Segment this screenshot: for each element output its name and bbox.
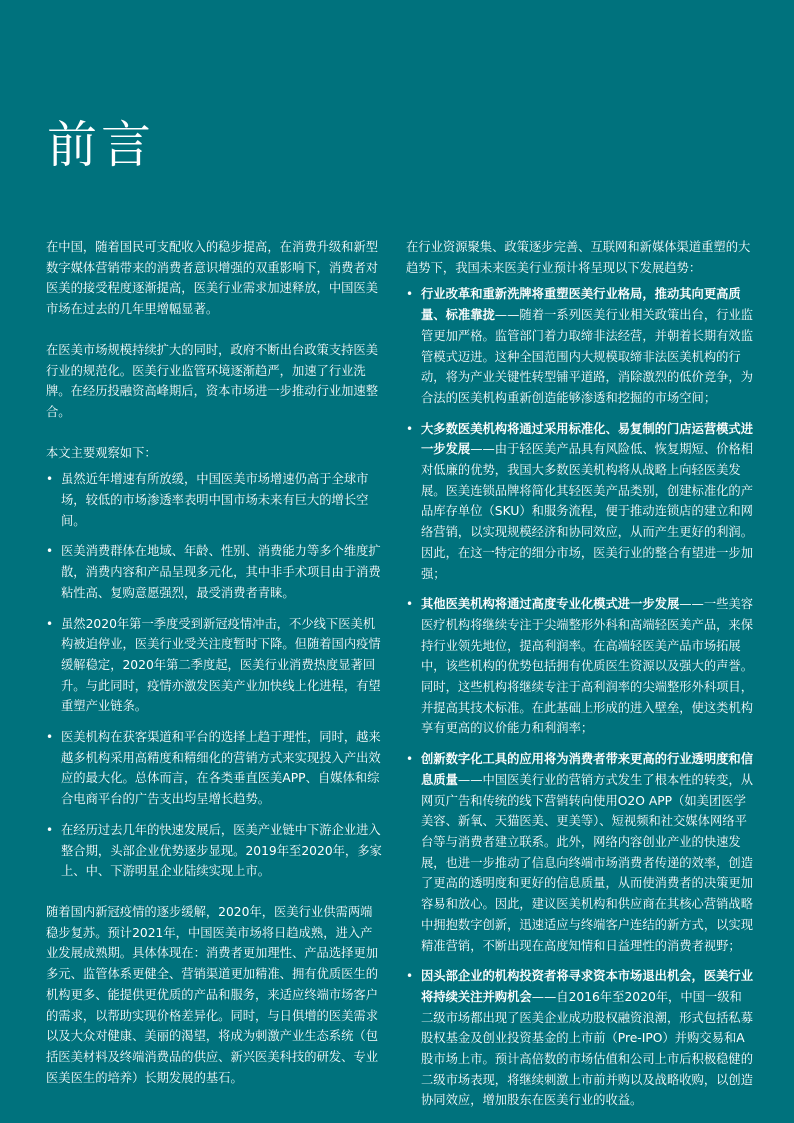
trend-heading: 行业改革和重新洗牌将重塑医美行业格局，推动其向更高质量、标准靠拢 [421, 287, 741, 323]
list-item [406, 419, 754, 585]
list-item: • 医美机构在获客渠道和平台的选择上趋于理性，同时，越来越多机构采用高精度和精细化的营销方式来实现投入产出效应的最大化。总体而言，在各类垂直医美APP、自媒体和综合电商平台的广告支出均呈增长趋势。 [46, 727, 384, 810]
page-title: 前言 [47, 116, 155, 174]
policy-paragraph: 在医美市场规模持续扩大的同时，政府不断出台政策支持医美行业的规范化。医美行业监管环境逐渐趋严，加速了行业洗牌。在经历投融资高峰期后，资本市场进一步推动行业加速整合。 [46, 342, 379, 419]
observations-heading: 本文主要观察如下： [46, 445, 157, 460]
bullet-icon: • [406, 421, 414, 436]
trend-heading: 大多数医美机构将通过采用标准化、易复制的门店运营模式进一步发展 [421, 421, 754, 457]
bullet-icon: • [46, 544, 54, 559]
bullet-icon: • [46, 616, 54, 631]
trend-heading: 因头部企业的机构投资者将寻求资本市场退出机会，医美行业将持续关注并购机会 [421, 969, 754, 1004]
list-item [406, 284, 754, 408]
observations-list [46, 469, 384, 882]
trends-list [406, 284, 754, 1111]
trend-heading: 创新数字化工具的应用将为消费者带来更高的行业透明度和信息质量 [421, 752, 754, 787]
trend-body: ——随着一系列医美行业相关政策出台，行业监管更加严格。监管部门着力取缔非法经营，并朝着长期有效监管模式迈进。这种全国范围内大规模取缔非法医美机构的行动，将为产业关键性转型铺平道路，消除激烈的低价竞争，为合法的医美机构重新创造能够渗透和挖掘的市场空间； [421, 308, 754, 405]
bullet-icon: • [406, 969, 414, 984]
list-item: • 医美消费群体在地域、年龄、性别、消费能力等多个维度扩散，消费内容和产品呈现多元化，其中非手术项目由于消费粘性高、复购意愿强烈，最受消费者青睐。 [46, 541, 384, 603]
trend-body: ——由于轻医美产品具有风险低、恢复期短、价格相对低廉的优势，我国大多数医美机构将从战略上向轻医美发展。医美连锁品牌将简化其轻医美产品类别，创建标准化的产品库存单位（SKU）和服务流程，便于推动连锁店的建立和网络营销，以实现规模经济和协同效应，从而产生更好的利润。因此，在这一特定的细分市场，医美行业的整合有望进一步加强； [421, 442, 754, 581]
bullet-icon: • [406, 287, 414, 302]
list-item: • 在经历过去几年的快速发展后，医美产业链中下游企业进入整合期，头部企业优势逐步显现。2019年至2020年，多家上、中、下游明星企业陆续实现上市。 [46, 820, 384, 882]
bullet-icon: • [46, 822, 54, 837]
bullet-icon: • [46, 730, 54, 745]
bullet-icon: • [406, 752, 414, 767]
list-item: • 虽然2020年第一季度受到新冠疫情冲击，不少线下医美机构被迫停业，医美行业受关注度暂时下降。但随着国内疫情缓解稳定，2020年第二季度起，医美行业消费热度显著回升。与此同时，疫情亦激发医美产业加快线上化进程，有望重塑产业链条。 [46, 614, 384, 718]
list-item [406, 594, 754, 739]
list-item [406, 966, 754, 1111]
trends-intro: 在行业资源聚集、政策逐步完善、互联网和新媒体渠道重塑的大趋势下，我国未来医美行业预计将呈现以下发展趋势： [406, 240, 751, 275]
trend-heading: 其他医美机构将通过高度专业化模式进一步发展 [421, 597, 680, 612]
list-item [406, 749, 754, 956]
intro-paragraph: 在中国，随着国民可支配收入的稳步提高，在消费升级和新型数字媒体营销带来的消费者意识增强的双重影响下，消费者对医美的接受程度逐渐提高，医美行业需求加速释放，中国医美市场在过去的几年里增幅显著。 [46, 240, 379, 317]
closing-paragraph: 随着国内新冠疫情的逐步缓解，2020年，医美行业供需两端稳步复苏。预计2021年，中国医美市场将日趋成熟，进入产业发展成熟期。具体体现在：消费者更加理性、产品选择更加多元、监管体系更健全、营销渠道更加精准、拥有优质医生的机构更多、能提供更优质的产品和服务，来适应终端市场客户的需求，以帮助实现价格差异化。同时，与日俱增的医美需求以及大众对健康、美丽的渴望，将成为刺激产业生态系统（包括医美材料及终端消费品的供应、新兴医美科技的研发、专业医美医生的培养）长期发展的基石。 [46, 904, 379, 1085]
bullet-icon: • [406, 597, 414, 612]
trend-body: ——中国医美行业的营销方式发生了根本性的转变，从网页广告和传统的线下营销转向使用O2O APP（如美团医学美容、新氧、天猫医美、更美等）、短视频和社交媒体网络平台等与消费者建立联系。此外，网络内容创业产业的快速发展，也进一步推动了信息向终端市场消费者传递的效率，创造了更高的透明度和更好的信息质量，从而使消费者的决策更加容易和放心。因此，建议医美机构和供应商在其核心营销战略中拥抱数字创新，迅速适应与终端客户连结的新方式，以实现精准营销，不断出现在高度知情和日益理性的消费者视野； [421, 772, 754, 953]
left-column [46, 237, 384, 1108]
trend-body: ——一些美容医疗机构将继续专注于尖端整形外科和高端轻医美产品，来保持行业领先地位，提高利润率。在高端轻医美产品市场拓展中，该些机构的优势包括拥有优质医生资源以及强大的声誉。同时，这些机构将继续专注于高利润率的尖端整形外科项目，并提高其技术标准。在此基础上形成的进入壁垒，使这类机构享有更高的议价能力和利润率； [421, 597, 754, 736]
bullet-icon: • [46, 472, 54, 487]
list-item: • 虽然近年增速有所放缓，中国医美市场增速仍高于全球市场，较低的市场渗透率表明中国市场未来有巨大的增长空间。 [46, 469, 384, 531]
right-column [406, 237, 754, 1121]
trend-body: ——自2016年至2020年，中国一级和二级市场都出现了医美企业成功股权融资浪潮，形式包括私募股权基金及创业投资基金的上市前（Pre-IPO）并购交易和A股市场上市。预计高倍数的市场估值和公司上市后积极稳健的二级市场表现，将继续刺激上市前并购以及战略收购，以创造协同效应，增加股东在医美行业的收益。 [421, 989, 754, 1108]
